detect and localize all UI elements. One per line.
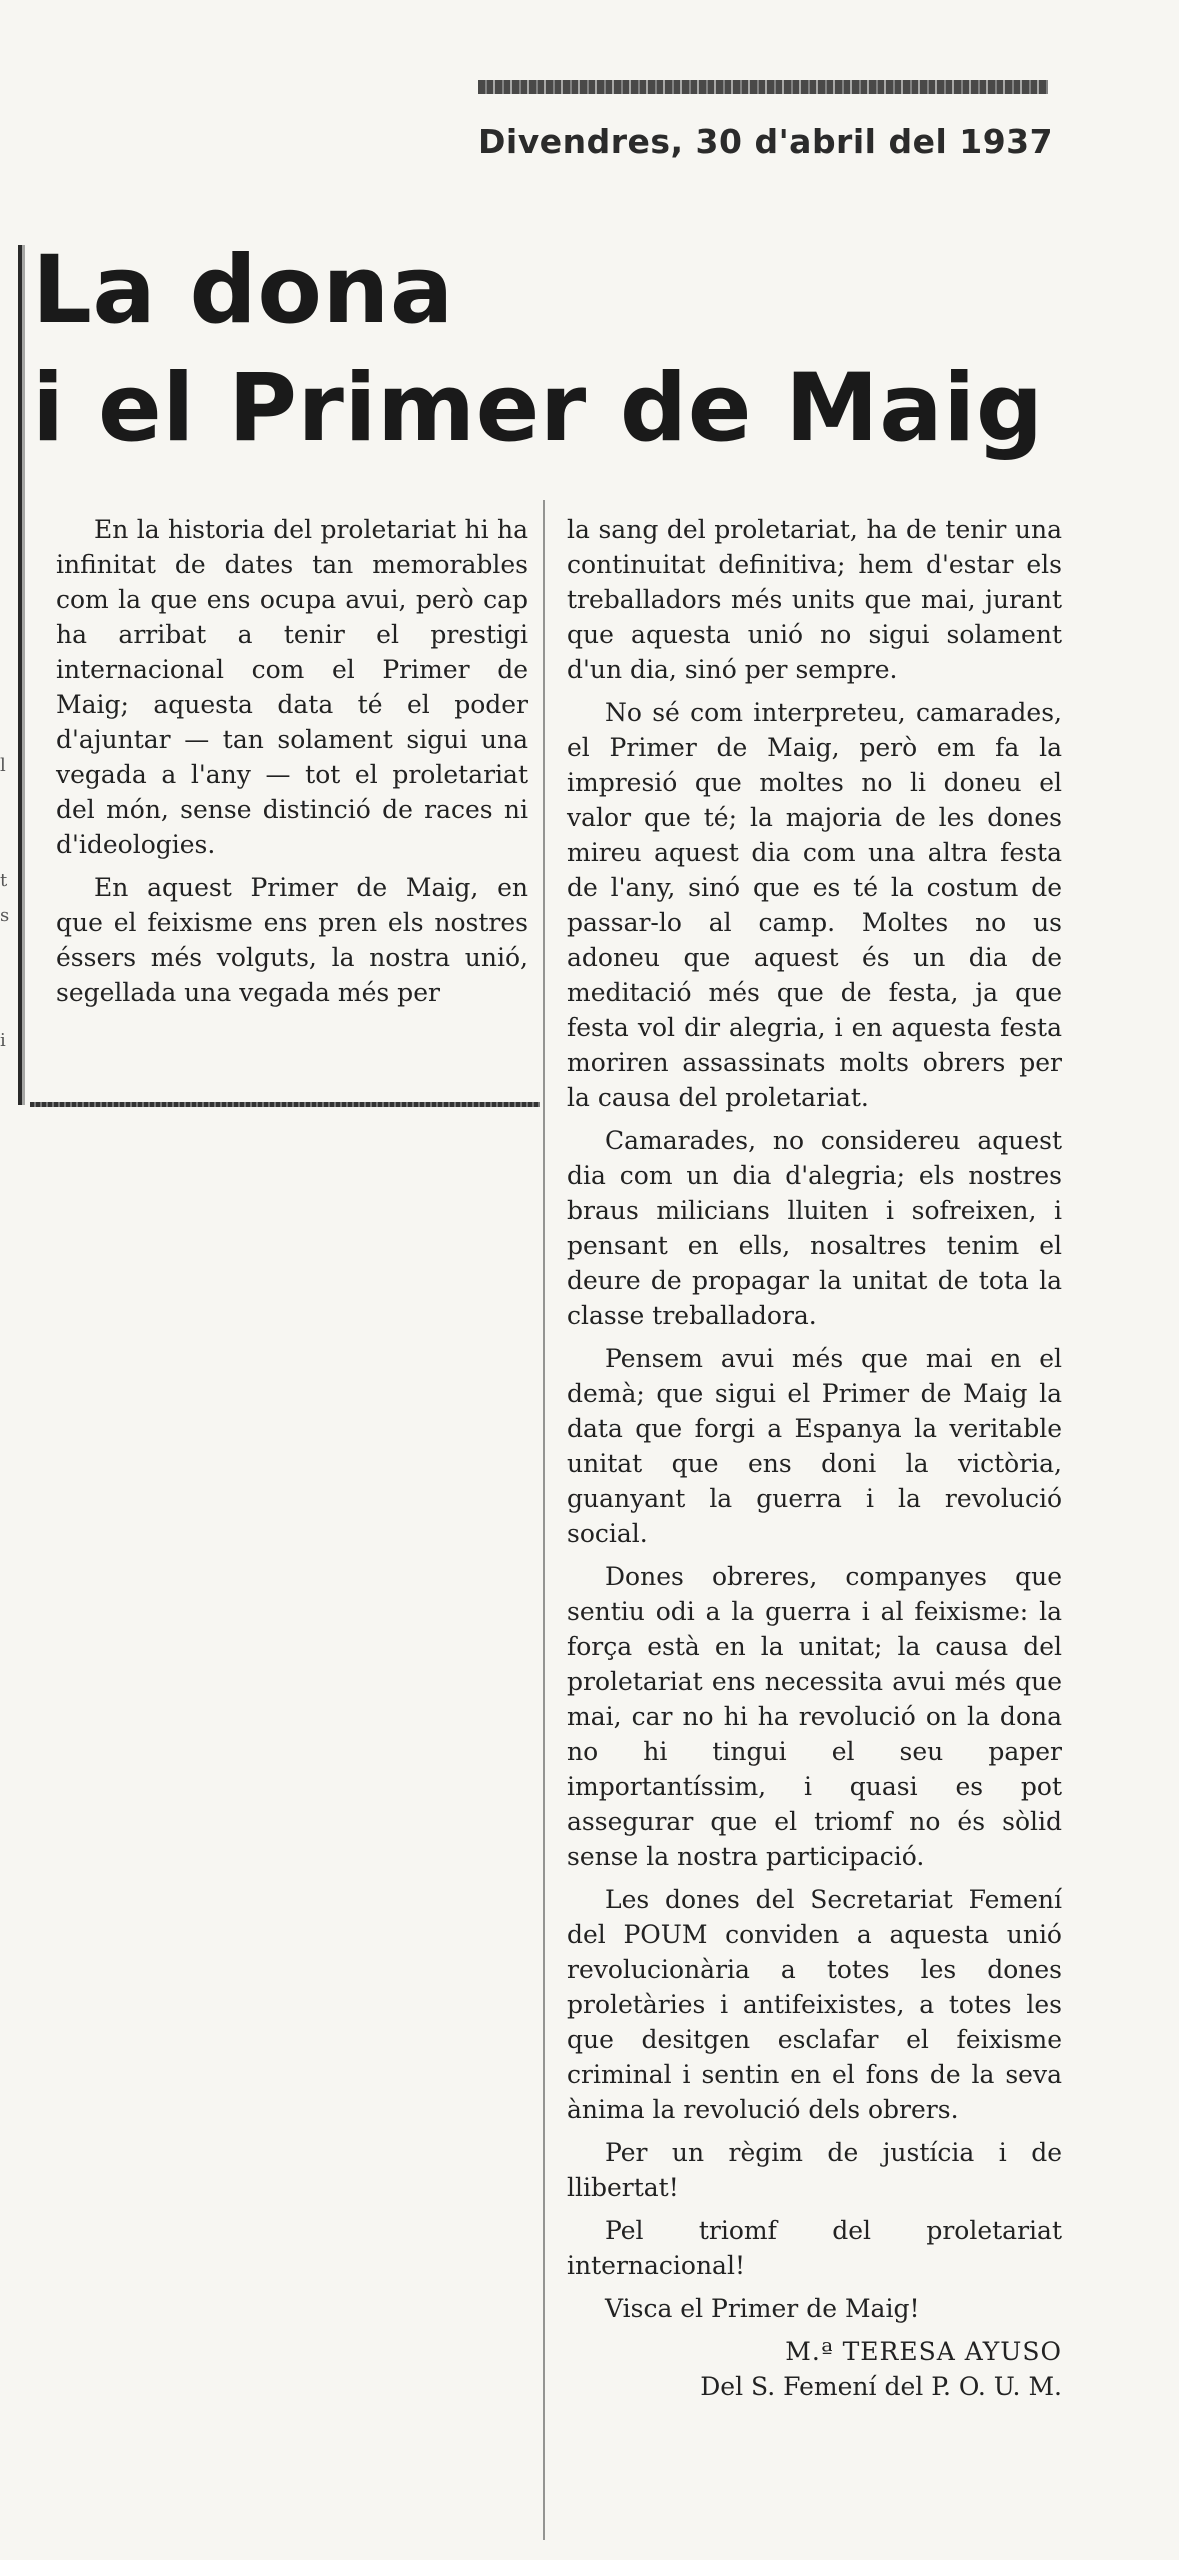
margin-fragment: s [0, 905, 10, 926]
signature-name: M.ª TERESA AYUSO [785, 2337, 1062, 2366]
article-column-right [567, 512, 1062, 2404]
article-headline [32, 232, 1044, 468]
margin-fragment: l [0, 755, 6, 776]
paragraph: En la historia del proletariat hi ha infinitat de dates tan memorables com la que ens ocupa avui, però cap ha arribat a tenir el prestigi internacional com el Primer de Maig; aquesta data té el poder d'ajuntar — tan solament sigui una vegada a l'any — tot el proletariat del món, sense distinció de races ni d'ideologies. [56, 515, 528, 859]
left-border-shadow [22, 245, 25, 1105]
paragraph: Les dones del Secretariat Femení del POUM conviden a aquesta unió revolucionària a totes les dones proletàries i antifeixistes, a totes les que desitgen esclafar el feixisme criminal i sentin en el fons de la seva ànima la revolució dels obrers. [567, 1885, 1062, 2124]
closing-slogan: Pel triomf del proletariat internacional! [567, 2216, 1062, 2280]
paragraph: Dones obreres, companyes que sentiu odi a la guerra i al feixisme: la força està en la unitat; la causa del proletariat ens necessita avui més que mai, car no hi ha revolució on la dona no hi tingui el seu paper importantíssim, i quasi es pot assegurar que el triomf no és sòlid sense la nostra participació. [567, 1562, 1062, 1871]
signature-affiliation: Del S. Femení del P. O. U. M. [700, 2372, 1062, 2401]
masthead-fragment [478, 80, 1048, 94]
paragraph: Pensem avui més que mai en el demà; que sigui el Primer de Maig la data que forgi a Espanya la veritable unitat que ens doni la victòria, guanyant la guerra i la revolució social. [567, 1344, 1062, 1548]
headline-line-1: La dona [32, 236, 454, 345]
dateline: Divendres, 30 d'abril del 1937 [478, 122, 1054, 161]
paragraph-continuation: la sang del proletariat, ha de tenir una continuitat definitiva; hem d'estar els treballadors més units que mai, jurant que aquesta unió no sigui solament d'un dia, sinó per sempre. [567, 515, 1062, 684]
margin-fragment: i [0, 1030, 6, 1051]
column-divider [543, 500, 545, 2540]
paragraph: En aquest Primer de Maig, en que el feixisme ens pren els nostres éssers més volguts, la nostra unió, segellada una vegada més per [56, 873, 528, 1007]
paragraph: No sé com interpreteu, camarades, el Primer de Maig, però em fa la impresió que moltes no li doneu el valor que té; la majoria de les dones mireu aquest dia com una altra festa de l'any, sinó que es té la costum de passar-lo al camp. Moltes no us adoneu que aquest és un dia de meditació més que de festa, ja que festa vol dir alegria, i en aquesta festa moriren assassinats molts obrers per la causa del proletariat. [567, 698, 1062, 1112]
closing-slogan: Per un règim de justícia i de llibertat! [567, 2138, 1062, 2202]
closing-slogan: Visca el Primer de Maig! [605, 2294, 920, 2323]
left-column-end-rule [30, 1102, 540, 1107]
headline-line-2: i el Primer de Maig [32, 354, 1044, 463]
paragraph: Camarades, no considereu aquest dia com un dia d'alegria; els nostres braus milicians lluiten i sofreixen, i pensant en ells, nosaltres tenim el deure de propagar la unitat de tota la classe treballadora. [567, 1126, 1062, 1330]
article-column-left [56, 512, 528, 1018]
margin-fragment: t [0, 870, 8, 891]
